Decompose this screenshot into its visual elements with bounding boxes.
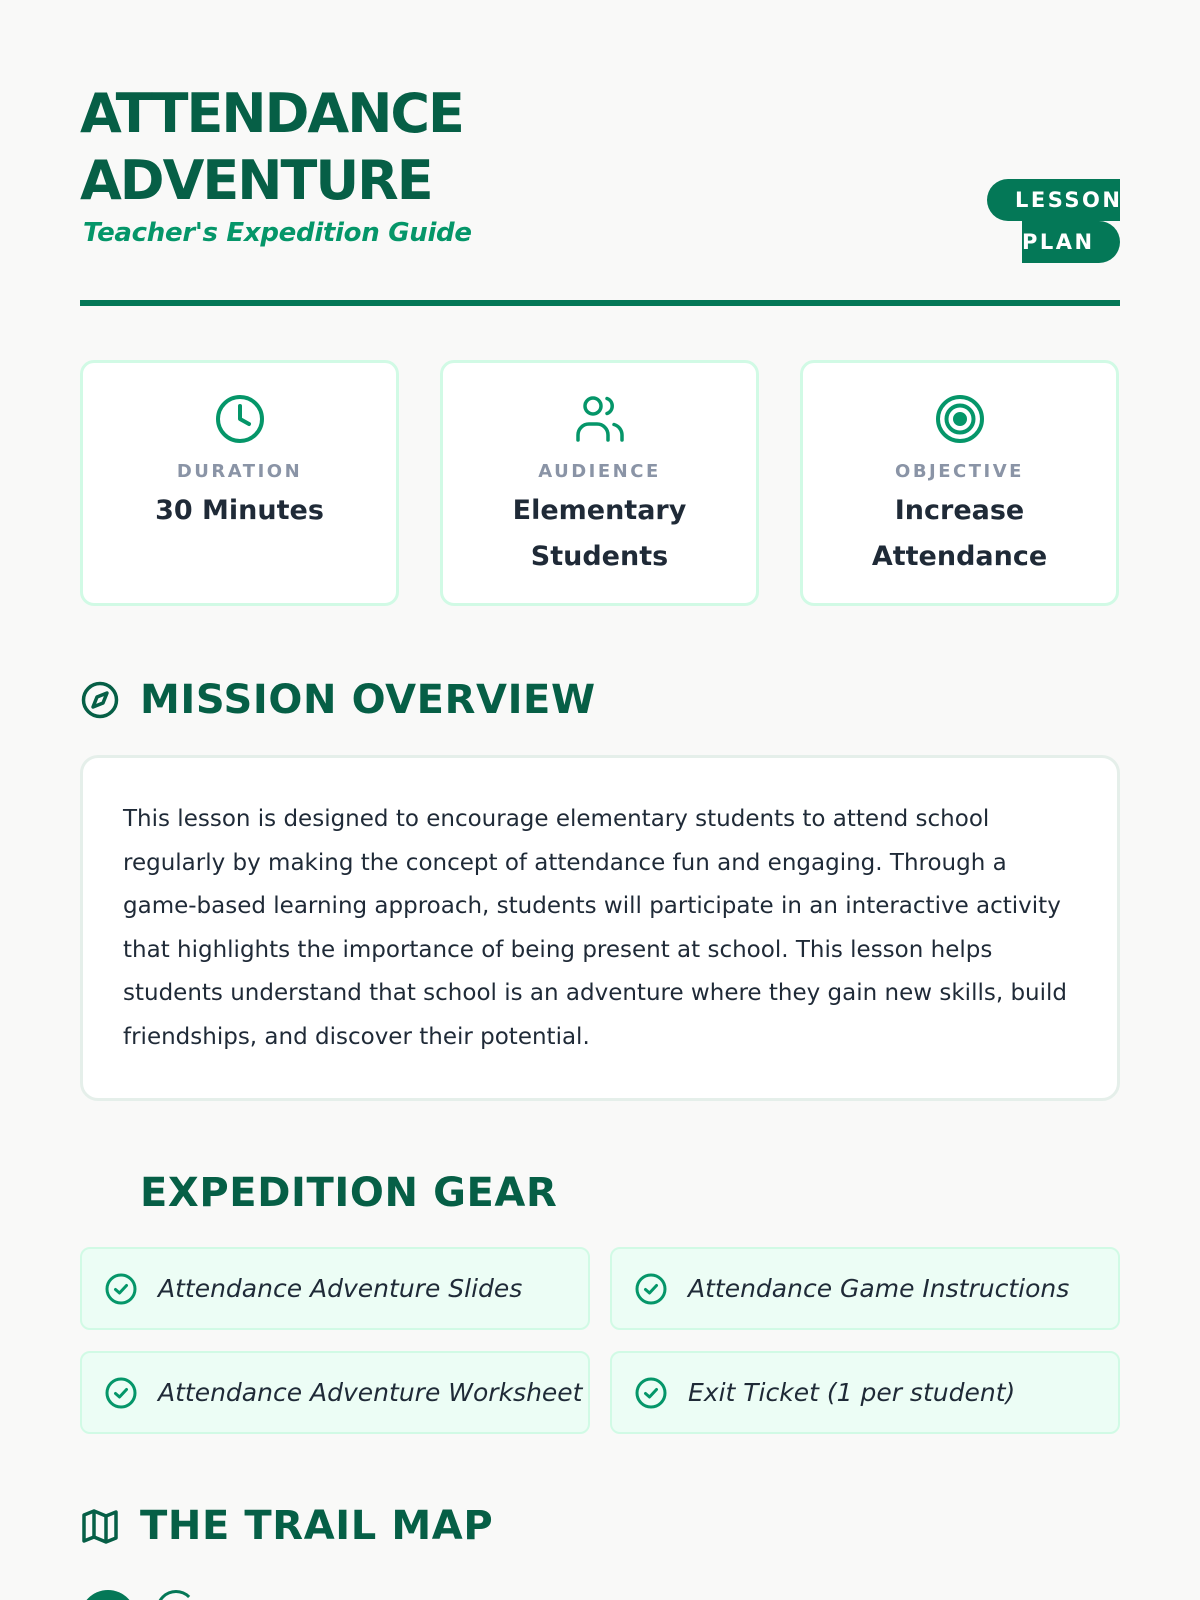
gear-item-label: Exit Ticket (1 per student): [688, 1378, 1016, 1407]
expedition-gear-title: EXPEDITION GEAR: [140, 1170, 558, 1216]
trail-path-curve: [156, 1590, 196, 1600]
gear-list: [80, 1247, 1120, 1434]
trail-steps-preview: [80, 1590, 1120, 1600]
mission-overview-heading: [80, 675, 596, 725]
gear-item: [80, 1351, 590, 1434]
compass-icon: [80, 680, 120, 720]
gear-item-label: Attendance Game Instructions: [688, 1274, 1070, 1303]
audience-card: [440, 360, 759, 606]
trail-step-marker: [80, 1590, 136, 1600]
mission-overview-title: MISSION OVERVIEW: [140, 677, 596, 723]
info-cards: [80, 360, 1120, 606]
check-circle-icon: [634, 1376, 668, 1410]
lesson-plan-badge: [987, 179, 1123, 263]
duration-card: [80, 360, 399, 606]
users-icon: [574, 393, 626, 445]
mission-overview-box: [80, 755, 1120, 1101]
audience-label: AUDIENCE: [538, 461, 661, 482]
target-icon: [934, 393, 986, 445]
check-circle-icon: [634, 1272, 668, 1306]
check-circle-icon: [104, 1272, 138, 1306]
page-title: ATTENDANCE ADVENTURE: [80, 82, 463, 212]
clock-icon: [214, 393, 266, 445]
expedition-gear-heading: [80, 1168, 557, 1218]
gear-item: [80, 1247, 590, 1330]
duration-label: DURATION: [176, 461, 303, 482]
gear-item-label: Attendance Adventure Worksheet: [158, 1378, 583, 1407]
gear-item: [610, 1247, 1120, 1330]
gear-item: [610, 1351, 1120, 1434]
trail-map-title: THE TRAIL MAP: [140, 1503, 494, 1549]
audience-value: Elementary Students: [512, 495, 687, 572]
objective-value: Increase Attendance: [871, 495, 1048, 572]
objective-label: OBJECTIVE: [895, 461, 1024, 482]
badge-line-2: PLAN: [1022, 221, 1120, 263]
map-icon: [80, 1506, 120, 1546]
badge-line-1: LESSON: [987, 179, 1120, 221]
page-header: [80, 80, 1123, 308]
check-circle-icon: [104, 1376, 138, 1410]
trail-map-heading: [80, 1501, 493, 1551]
objective-card: [800, 360, 1119, 606]
mission-overview-text: This lesson is designed to encourage elementary students to attend school regularly by making the concept of attendance fun and engaging. Through a game-based learning approach, students will participate in an interactive activity that highlights the importance of being present at school. This lesson helps students understand that school is an adventure where they gain new skills, build friendships, and discover their potential.: [123, 806, 1068, 1050]
duration-value: 30 Minutes: [155, 495, 324, 526]
header-divider: [80, 300, 1120, 306]
gear-item-label: Attendance Adventure Slides: [158, 1274, 523, 1303]
page-subtitle: Teacher's Expedition Guide: [83, 218, 472, 248]
